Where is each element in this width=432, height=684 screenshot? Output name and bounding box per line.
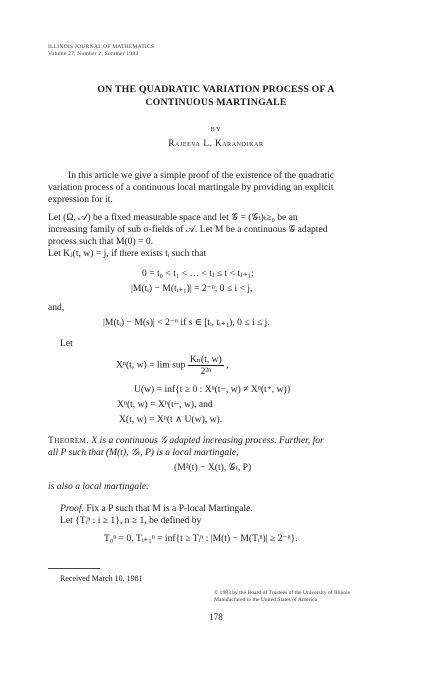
copyright-line-1: © 1983 by the Board of Trustees of the University of Illinois <box>214 590 350 596</box>
intro-line-3: expression for it. <box>48 194 113 205</box>
proof-label: Proof. <box>60 503 84 514</box>
proof-text-1: Fix a P such that M is a P-local Martingale. <box>86 503 253 514</box>
equation-limsup <box>116 354 229 377</box>
footnote-rule <box>48 568 100 569</box>
equation-stopping-time: U(w) = inf{t ≥ 0 : Xⁿ(t−, w) ≠ Xⁿ(t⁺, w)} <box>134 384 292 395</box>
theorem-line-1 <box>48 435 324 447</box>
journal-name: ILLINOIS JOURNAL OF MATHEMATICS <box>48 44 155 50</box>
theorem-label: Theorem. <box>48 435 90 446</box>
definition-k-line: Let Kⱼ(t, w) = j, if there exists tᵢ such that <box>48 248 207 259</box>
limsup-tail: , <box>226 359 229 371</box>
by-label: BY <box>210 126 222 133</box>
theorem-line-3: is also a local martingale. <box>48 481 149 492</box>
setup-line-3: process such that M(0) = 0. <box>48 236 154 247</box>
equation-stopping-sequence: T₀ⁿ = 0, Tᵢ₊₁ⁿ = inf{t ≥ Tᵢⁿ : |M(t) − M(Tᵢⁿ)| ≥ 2⁻ⁿ}. <box>104 533 298 544</box>
proof-line-2: Let {Tᵢⁿ : i ≥ 1}, n ≥ 1, be defined by <box>60 515 202 526</box>
fraction-denominator: 2²ⁿ <box>200 366 212 377</box>
journal-volume: Volume 27, Number 2, Summer 1983 <box>48 51 139 57</box>
setup-line-1: Let (Ω, 𝒜) be a fixed measurable space and let 𝒢 = (𝒢ₜ)ₜ≥₀ be an <box>48 212 298 223</box>
equation-bound: |M(tᵢ) − M(s)| < 2⁻ⁿ if s ∈ [tᵢ, tᵢ₊₁), 0 ≤ i ≤ j. <box>103 317 270 328</box>
equation-local-martingale: (M²(t) − X(t), 𝒢ₜ, P) <box>174 462 252 473</box>
received-date: Received March 10, 1981 <box>60 574 143 583</box>
setup-line-2: increasing family of sub σ-fields of 𝒜. Let M be a continuous 𝒢 adapted <box>48 224 328 235</box>
paper-title-line1: ON THE QUADRATIC VARIATION PROCESS OF A <box>97 84 335 95</box>
let-label: Let <box>60 338 73 349</box>
intro-line-1: In this article we give a simple proof of the existence of the quadratic <box>68 170 335 181</box>
equation-stopped-process: X(t, w) = Xⁿ(t ∧ U(w), w). <box>119 414 223 425</box>
limsup-lhs: Xⁿ(t, w) = lim sup <box>116 359 186 371</box>
copyright-line-2: Manufactured in the United States of America <box>214 597 318 603</box>
author-name: Rajeeva L. Karandikar <box>168 138 264 148</box>
theorem-line-2: all P such that (M(t), 𝒢ₜ, P) is a local martingale, <box>48 447 239 458</box>
page-number: 178 <box>209 612 223 622</box>
proof-line-1 <box>60 503 253 515</box>
limsup-fraction <box>188 354 224 377</box>
equation-partition: 0 = t₀ < t₁ < … < tⱼ ≤ t < tⱼ₊₁; <box>142 268 254 279</box>
equation-increment: |M(tᵢ) − M(tᵢ₊₁)| = 2⁻ⁿ, 0 ≤ i < j, <box>131 283 253 294</box>
theorem-text-1: X is a continuous 𝒢 adapted increasing process. Further, for <box>91 435 324 446</box>
intro-line-2: variation process of a continuous local martingale by providing an explicit <box>48 182 334 193</box>
and-label: and, <box>48 302 65 313</box>
paper-title-line2: CONTINUOUS MARTINGALE <box>145 97 287 108</box>
equation-left-limit: Xⁿ(t, w) = Xⁿ(t−, w), and <box>117 399 213 410</box>
fraction-numerator: Kₙ(t, w) <box>189 354 222 365</box>
